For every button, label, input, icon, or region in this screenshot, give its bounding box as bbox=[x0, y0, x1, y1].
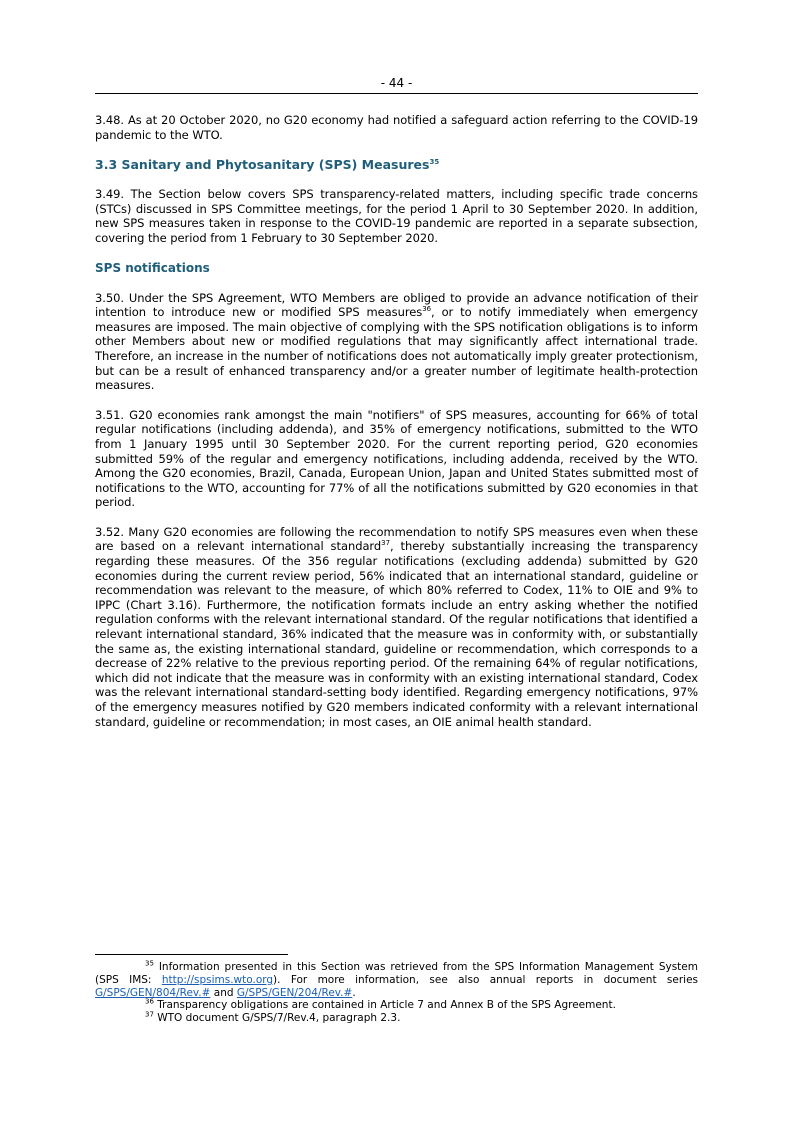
footnote-rule bbox=[95, 954, 288, 955]
footnote-number-35: 35 bbox=[145, 959, 154, 968]
main-content bbox=[95, 113, 698, 744]
footnote-ref-35[interactable]: 35 bbox=[429, 158, 440, 167]
subheading-sps-notifications: SPS notifications bbox=[95, 260, 210, 275]
paragraph-3-49: 3.49. The Section below covers SPS transparency-related matters, including specific trade concerns (STCs) discussed in SPS Committee meetings, for the period 1 April to 30 September 2020. In addition, new SPS measures taken in response to the COVID-19 pandemic are reported in a separate subsection, covering the period from 1 February to 30 September 2020. bbox=[95, 187, 698, 245]
footnote-37-text: WTO document G/SPS/7/Rev.4, paragraph 2.3. bbox=[153, 1012, 401, 1025]
section-title bbox=[95, 157, 698, 172]
spsims-link[interactable]: http://spsims.wto.org bbox=[161, 973, 274, 986]
footnote-ref-36[interactable]: 36 bbox=[422, 305, 432, 314]
footnote-ref-37[interactable]: 37 bbox=[381, 539, 390, 548]
header-rule bbox=[95, 93, 698, 94]
footnotes bbox=[95, 961, 698, 1025]
footnote-35-text-a: Information presented in this Section was retrieved from the SPS Information Management System (SPS IMS: bbox=[95, 961, 698, 986]
footnote-number-36: 36 bbox=[145, 997, 154, 1006]
footnote-35 bbox=[95, 961, 698, 999]
gen-204-link[interactable]: G/SPS/GEN/204/Rev.# bbox=[236, 986, 353, 999]
footnote-36 bbox=[95, 999, 698, 1012]
footnote-35-text-d: . bbox=[352, 986, 356, 999]
paragraph-3-50-part-a: 3.50. Under the SPS Agreement, WTO Members are obliged to provide an advance notification of their intention to introduce new or modified SPS measures bbox=[95, 290, 698, 320]
paragraph-3-52-part-a: 3.52. Many G20 economies are following the recommendation to notify SPS measures even when these are based on a relevant international standard bbox=[95, 524, 698, 554]
footnote-37 bbox=[95, 1012, 698, 1025]
footnote-35-text-b: ). For more information, see also annual reports in document series bbox=[273, 973, 698, 986]
footnote-36-text: Transparency obligations are contained in Article 7 and Annex B of the SPS Agreement. bbox=[153, 999, 616, 1012]
footnote-number-37: 37 bbox=[145, 1010, 154, 1019]
paragraph-3-50-part-b: , or to notify immediately when emergency measures are imposed. The main objective of complying with the SPS notification obligations is to inform other Members about new or modified regulations that may significantly affect international trade. Therefore, an increase in the number of notifications does not automatically imply greater protectionism, but can be a result of enhanced transparency and/or a greater number of legitimate health-protection measures. bbox=[95, 305, 698, 393]
footnote-35-text-c: and bbox=[210, 986, 237, 999]
paragraph-3-52 bbox=[95, 525, 698, 729]
paragraph-3-48: 3.48. As at 20 October 2020, no G20 economy had notified a safeguard action referring to the COVID-19 pandemic to the WTO. bbox=[95, 113, 698, 142]
section-title-text: 3.3 Sanitary and Phytosanitary (SPS) Measures bbox=[95, 157, 430, 173]
gen-804-link[interactable]: G/SPS/GEN/804/Rev.# bbox=[95, 986, 211, 999]
paragraph-3-50 bbox=[95, 291, 698, 393]
page-number: - 44 - bbox=[380, 76, 413, 90]
paragraph-3-52-part-b: , thereby substantially increasing the transparency regarding these measures. Of the 356 regular notifications (excluding addenda) submitted by G20 economies during the current review period, 56% indicated that an international standard, guideline or recommendation was relevant to the measure, of which 80% referred to Codex, 11% to OIE and 9% to IPPC (Chart 3.16). Furthermore, the notification formats include an entry asking whether the notified regulation conforms with the relevant international standard. Of the regular notifications that identified a relevant international standard, 36% indicated that the measure was in conformity with, or substantially the same as, the existing international standard, guideline or recommendation, which corresponds to a decrease of 22% relative to the previous reporting period. Of the remaining 64% of regular notifications, which did not indicate that the measure was in conformity with an existing international standard, Codex was the relevant international standard-setting body identified. Regarding emergency notifications, 97% of the emergency measures notified by G20 members indicated conformity with a relevant international standard, guideline or recommendation; in most cases, an OIE animal health standard. bbox=[95, 539, 698, 729]
paragraph-3-51: 3.51. G20 economies rank amongst the main "notifiers" of SPS measures, accounting for 66% of total regular notifications (including addenda), and 35% of emergency notifications, submitted to the WTO from 1 January 1995 until 30 September 2020. For the current reporting period, G20 economies submitted 59% of the regular and emergency notifications, including addenda, received by the WTO. Among the G20 economies, Brazil, Canada, European Union, Japan and United States submitted most of notifications to the WTO, accounting for 77% of all the notifications submitted by G20 economies in that period. bbox=[95, 407, 698, 510]
